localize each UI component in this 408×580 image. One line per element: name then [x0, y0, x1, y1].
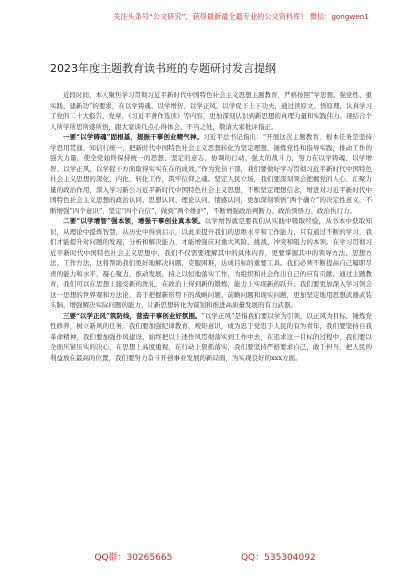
paragraph-intro — [50, 90, 372, 132]
footer-qq-number: QQ：535304092 — [240, 553, 316, 563]
header-banner-text: 关注头条号“公文研究”，获得最新最全最专业的公文资料库！ 微信：gongwen1 — [113, 12, 369, 21]
section-1-text: 习近平总书记指出：“开展这次主题教育，根本任务是坚持学思用贯通、知信行统一，把新时代中国特色社会主义思想转化为坚定理想、锤炼党性和指导实践，推动工作的强大力量，使全党始终保持统一的思想、坚定的意志、协调的行动、强大的战斗力，努力在以学铸魂、以学增智、以学正风、以学促干方面取得实实在在的成效。”作为党员干部，我们要做好学习贯彻习近平新时代中国特色社会主义思想的深化、内化、转化工作，筑牢信仰之魂。坚定人民立场，我们要深刻领会把握党的人心、汇聚力量的政治作用，深入学习新公习近平新时代中国特色社会主义思想，不断坚定理想信念，增进对习近平新时代中国特色社会主义思想的政治认同、思想认同、理论认同、情感认同，更加深刻领悟“两个确立”的决定性意义，不断增强“四个意识”，坚定“四个自信”，做到“两个维护”，不断增强政治判断力、政治领悟力、政治执行力。 — [50, 133, 372, 215]
paragraph-section-1 — [50, 132, 372, 216]
footer-banner — [60, 552, 350, 564]
document-body — [50, 90, 372, 540]
paragraph-section-3 — [50, 311, 372, 364]
paragraph-section-2 — [50, 216, 372, 311]
section-3-heading: 三要“以学正风”筑防线，营造干事创业好氛围。 — [63, 311, 202, 320]
section-3-text: “以学正风”是指我们要以学为引领，以正风为目标，锤炼党性修养，树立新风的任务。我们要加强纪律教育，规矩意识，成为忠于党忠于人民的有为青年，我们要坚持自我革命精神，我们要加强作风建设，始终把以上述作风贯彻落实到工作中去，在追求这一目标的过程中，我们要以全面压紧压实的决心，在思想上高度重视，在行动上狠抓落实，我们要坚持严格要求自己，敢于担当，把人民的利益放在最高的位置，我们要努力奋斗开创事业发展的新局面，为实现良好的xxx方面。 — [50, 311, 372, 362]
section-2-text: 以学增智就是要我们从实践中吸取经验，从书本中获取知识，从理论中提炼智慧，从历史中得到启示，以此来提升我们的思维水平和工作能力，只有通过不断的学习，我们才能提升对问题的发现、分析和解决能力，才能增强应对重大风险、挑战、冲突和阻力的本领。在学习贯彻习近平新时代中国特色社会主义思想中，我们不仅需要理解其中的具体内容，更要掌握其中的领导方法、思想方法、工作方法，这将帮助我们更好地解决问题，克服困难，达成目标的重要工具。我们必须不断提高自己履职尽责的能力和水平，凝心聚力，推动发展。持之以恒地落实工作，为组织和社会作出自己的应有贡献。通过主题教育，我们可以在思想上接受新的洗礼，在政治上得到新的锻炼，能力上实现新的跃升。我们要更加深入学习领会这一思想的世界观和方法论，善于把握新形势下的战略问题、前瞻问题和现实问题，更加坚定地用思想武器武装头脑，增强解决实际问题的能力，让新思想转化为谋划和推进高质量发展的有力武器。 — [50, 217, 372, 309]
section-2-heading: 二要“以学增智”强本领，增强干事创业真本领。 — [63, 217, 205, 225]
document-title: 2023年度主题教育读书班的专题研讨发言提纲 — [50, 62, 276, 75]
header-banner — [96, 12, 386, 32]
section-1-heading: 一要“以学铸魂”固根基，提振干事创业精气神。 — [63, 133, 204, 141]
footer-qq-group: QQ群：30265665 — [94, 553, 173, 563]
paragraph-intro-text: 近段时间，本人聚焦学习贯彻习近平新时代中国特色社会主义思想主题教育，严格按照“学思想、强党性、重实践、建新功”的要求，在以学铸魂、以学增智、以学正风、以学促干上下功夫，通过读原文、悟原理，认真学习了党的二十大报告、党章、《习近平著作选读》等内容，更加深刻认识到新思想的真理力量和实践伟力。现结合个人所学所思所感所悟，跟大家谈几点心得体会，不当之处，敬请大家批评指正。 — [50, 91, 372, 131]
